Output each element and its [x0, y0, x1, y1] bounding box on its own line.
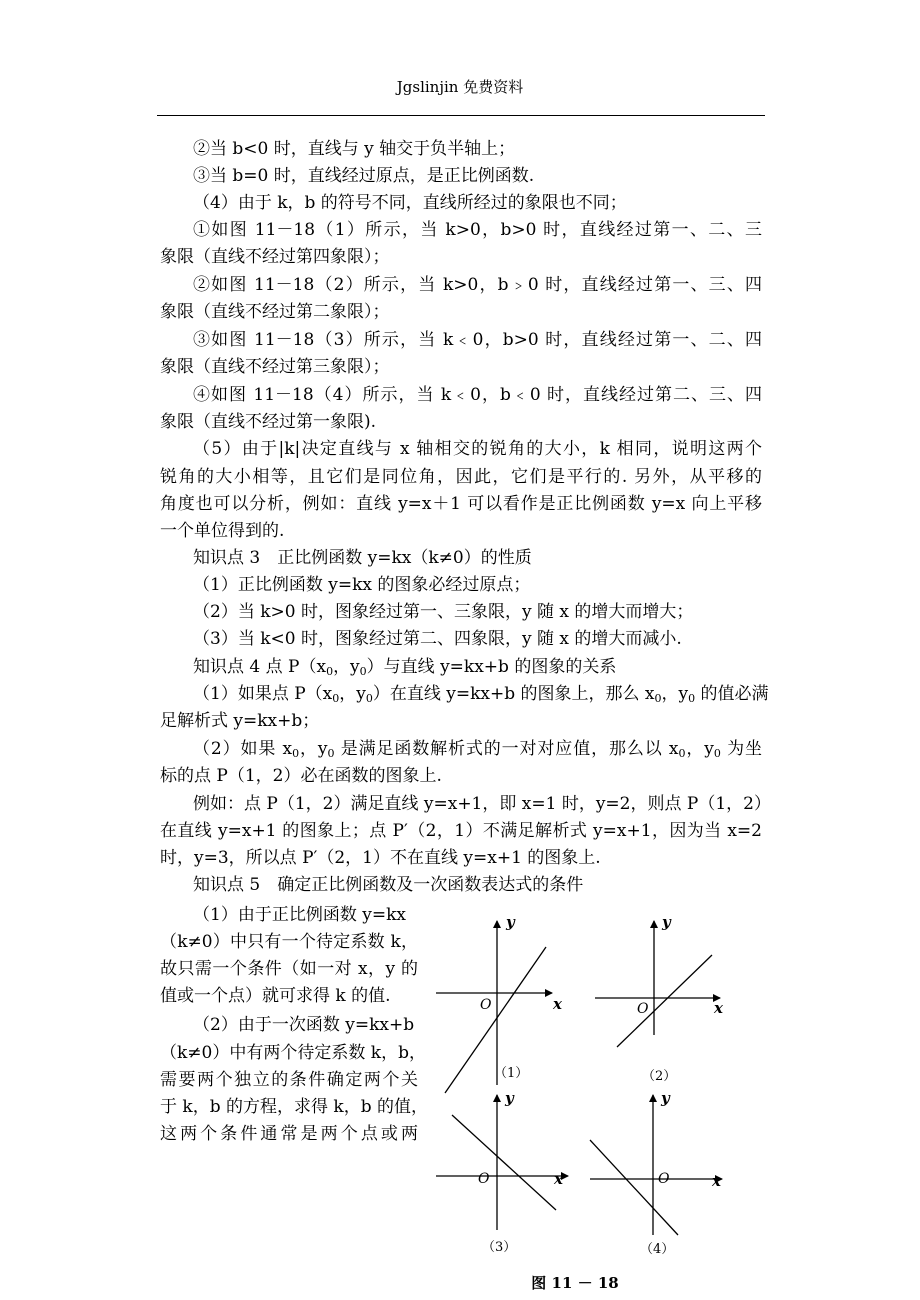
text-line: （1）正比例函数 y=kx 的图象必经过原点；: [193, 575, 531, 595]
x-axis-label: x: [714, 999, 723, 1017]
text-line: ③如图 11－18（3）所示，当 k﹤0，b>0 时，直线经过第一、二、四: [193, 330, 762, 350]
text-line: 知识点 3 正比例函数 y=kx（k≠0）的性质: [193, 548, 532, 568]
text-line: 在直线 y=x+1 的图象上；点 P′（2，1）不满足解析式 y=x+1，因为当 x=2: [160, 821, 762, 841]
origin-label: O: [637, 1001, 649, 1017]
text-line: （4）由于 k，b 的符号不同，直线所经过的象限也不同；: [193, 193, 627, 213]
x-axis-label: x: [712, 1172, 721, 1190]
text-line: （1）如果点 $P(x_0$，$y_0$）在直线 y=kx+b 的图象上，那么 $x_0$，$y_0$ 的值必满: [193, 684, 769, 705]
x-axis-label: x: [553, 995, 562, 1013]
text-line: （3）当 k<0 时，图象经过第二、四象限，y 随 x 的增大而减小.: [193, 629, 682, 649]
graph-2: [595, 913, 724, 1084]
text-line: 足解析式 y=kx+b；: [160, 711, 320, 731]
text-line: （2）由于一次函数 y=kx+b: [193, 1015, 415, 1035]
text-line: 这两个条件通常是两个点或两: [160, 1124, 418, 1144]
text-line: 值或一个点）就可求得 k 的值.: [160, 986, 391, 1006]
text-line: 一个单位得到的.: [160, 521, 285, 541]
text-line: 标的点 P（1，2）必在函数的图象上.: [160, 766, 442, 786]
figure-caption: 图 11 － 18: [531, 1274, 619, 1292]
text-line: 象限（直线不经过第三象限）；: [160, 357, 390, 377]
y-axis-label: y: [505, 1089, 514, 1107]
text-line: ③当 b=0 时，直线经过原点，是正比例函数.: [193, 166, 535, 186]
y-axis-label: y: [506, 913, 515, 931]
text-line: 例如：点 P（1，2）满足直线 y=x+1，即 x=1 时，y=2，则点 P（1，2）: [193, 794, 771, 814]
page-header: Jgslinjin 免费资料: [396, 78, 524, 96]
text-line: 知识点 5 确定正比例函数及一次函数表达式的条件: [193, 875, 584, 895]
text-line: （k≠0）中只有一个待定系数 k，: [160, 932, 418, 952]
graph-label: （1）: [494, 1066, 529, 1081]
text-line: 时，y=3，所以点 P′（2，1）不在直线 y=x+1 的图象上.: [160, 848, 601, 868]
text-line: 象限（直线不经过第四象限）；: [160, 247, 390, 267]
graph-label: （2）: [642, 1069, 677, 1084]
text-line: 故只需一个条件（如一对 x，y 的: [160, 959, 418, 979]
text-line: ①如图 11－18（1）所示，当 k>0，b>0 时，直线经过第一、二、三: [193, 220, 762, 240]
header-rule: [157, 115, 765, 116]
y-axis-label: y: [661, 1089, 670, 1107]
x-axis-label: x: [554, 1170, 563, 1188]
origin-label: O: [658, 1171, 670, 1187]
text-line: （5）由于|k|决定直线与 x 轴相交的锐角的大小，k 相同，说明这两个: [193, 439, 762, 459]
figure-graphs: [430, 905, 760, 1270]
text-line: （2）如果 $x_0$，$y_0$ 是满足函数解析式的一对对应值，那么以 $x_0$，$y_0$ 为坐: [193, 739, 763, 760]
text-line: ②如图 11－18（2）所示，当 k>0，b﹥0 时，直线经过第一、三、四: [193, 275, 762, 295]
graph-label: （4）: [640, 1242, 675, 1257]
text-line: 锐角的大小相等，且它们是同位角，因此，它们是平行的. 另外，从平移的: [160, 467, 762, 487]
graph-4: [590, 1089, 722, 1257]
text-line: 于 k，b 的方程，求得 k，b 的值，: [160, 1097, 428, 1117]
text-line: （2）当 k>0 时，图象经过第一、三象限，y 随 x 的增大而增大；: [193, 602, 694, 622]
text-line: 角度也可以分析，例如：直线 y=x＋1 可以看作是正比例函数 y=x 向上平移: [160, 494, 762, 514]
origin-label: O: [480, 997, 492, 1013]
graph-3: [436, 1089, 568, 1255]
text-line: （k≠0）中有两个待定系数 k，b，: [160, 1043, 426, 1063]
graph-label: （3）: [482, 1240, 517, 1255]
figure-11-18: [430, 905, 760, 1270]
text-line: ④如图 11－18（4）所示，当 k﹤0，b﹤0 时，直线经过第二、三、四: [193, 385, 762, 405]
text-line: 知识点 4 点 $P(x_0$，$y_0$）与直线 y=kx+b 的图象的关系: [193, 657, 617, 678]
text-line: 象限（直线不经过第一象限).: [160, 412, 377, 432]
origin-label: O: [478, 1171, 490, 1187]
text-line: 需要两个独立的条件确定两个关: [160, 1070, 418, 1090]
text-line: 象限（直线不经过第二象限）；: [160, 302, 390, 322]
text-line: ②当 b<0 时，直线与 y 轴交于负半轴上；: [193, 139, 516, 159]
graph-1: [436, 913, 563, 1093]
y-axis-label: y: [662, 913, 671, 931]
text-line: （1）由于正比例函数 y=kx: [193, 905, 406, 925]
